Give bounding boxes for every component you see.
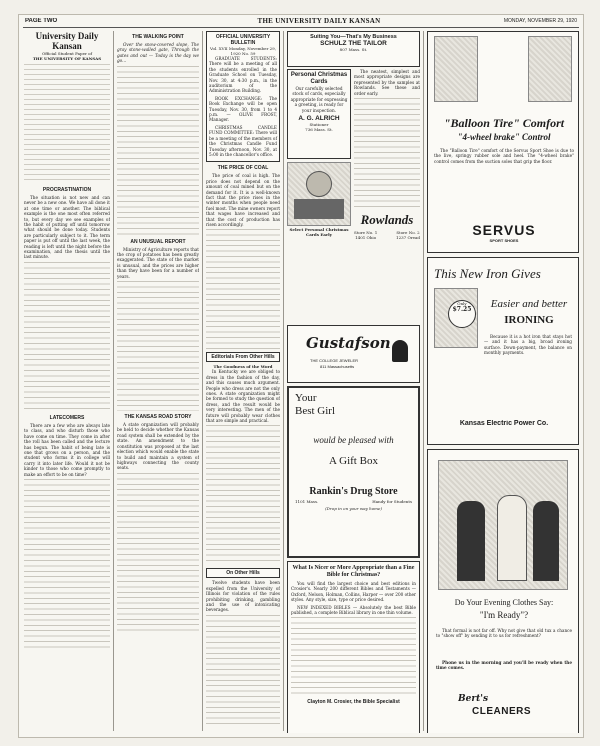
- iron-company: Kansas Electric Power Co.: [459, 420, 549, 427]
- cards-heading: Personal Christmas Cards: [290, 72, 348, 85]
- bulletin-item: CHRISTMAS CANDLE FUND COMMITTEE: There will be a meeting of the members of the Christmas Candle Fund Tuesday afternoon, Nov. 30, at 5:00 in the chancellor's office.: [209, 124, 277, 157]
- cleaners-script: Bert's: [458, 694, 489, 704]
- bible-heading: What Is Nicer or More Appropriate than a Fine Bible for Christmas?: [292, 565, 415, 578]
- latecomers-heading: LATECOMERS: [49, 414, 85, 421]
- coal-continued: [206, 229, 280, 349]
- newspaper-page: [18, 14, 584, 738]
- road-heading: THE KANSAS ROAD STORY: [124, 414, 192, 421]
- coal-heading: THE PRICE OF COAL: [217, 165, 269, 172]
- rowlands-stores: [354, 230, 420, 240]
- schulz-heading: Suiting You—That's My Business: [310, 34, 397, 40]
- iron-sub2: IRONING: [504, 314, 554, 326]
- column-2: [117, 31, 199, 733]
- news-heading: AN UNUSUAL REPORT: [130, 238, 186, 245]
- dress-quote: "I'm Ready"?: [479, 610, 529, 620]
- schulz-ad: [287, 31, 420, 67]
- gustafson-line2: 811 Massachusetts: [320, 364, 355, 369]
- servus-sub: SPORT SHOES: [489, 238, 519, 243]
- iron-ad: [427, 257, 579, 445]
- editorial-heading: PROCRASTINATION: [42, 187, 92, 193]
- shoe-illustration-left: [434, 36, 478, 102]
- editorials-sub: The Goodness of the Word: [213, 364, 273, 370]
- other-hills-body: Twelve students have been expelled from the University of Illinois for violation of the rules prohibiting drinking, gambling and the use of intoxicating beverages.: [206, 580, 280, 613]
- schulz-name: SCHULZ THE TAILOR: [320, 40, 387, 47]
- issue-date: MONDAY, NOVEMBER 29, 1920: [503, 18, 577, 24]
- iron-sub1: Easier and better: [490, 298, 568, 310]
- rankin-gift-box: A Gift Box: [329, 455, 378, 467]
- bible-copy: [291, 617, 416, 697]
- column-5: [427, 31, 579, 733]
- editorials-body: In Kentucky we are obliged to dress in the fashion of the day, and this causes much argument. People who dress are not the only ones. A state organization might be formed to study the question of dress, and the result would be very interesting. The men of the future will probably wear clothes that are simple and practical.: [206, 369, 280, 424]
- cleaners-logo: CLEANERS: [472, 706, 532, 717]
- iron-price-badge: [448, 300, 476, 328]
- rowlands-store-1: [354, 230, 377, 240]
- typewriter-caption: Select Personal Christmas Cards Early: [289, 227, 349, 237]
- figure-man: [457, 501, 485, 581]
- bulletin-meta: Vol. XVII Monday, November 29, 1920 No. 59: [209, 46, 277, 56]
- rankin-store-name: Rankin's Drug Store: [309, 486, 398, 497]
- latecomers-continued: [24, 479, 110, 649]
- rankin-handy: Handy for Students: [372, 499, 412, 504]
- news-body: Ministry of Agriculture reports that the crop of potatoes has been greatly exaggerated. The state of the market is unusual, and the prices are higher than they have been for a number of years.: [117, 246, 199, 279]
- schulz-address: 807 Mass. St.: [339, 47, 368, 52]
- bulletin-title: OFFICIAL UNIVERSITY BULLETIN: [215, 34, 271, 46]
- figure-man-2: [533, 501, 559, 581]
- servus-ad: [427, 31, 579, 253]
- editorial-body: The situation is not new and can never be a new one. We have all done it at one time or another. The biblical example is the one most often referred to, but every day we see examples of the habit of putting off until tomorrow what should be done today. Students are particularly subject to it. The term paper is put off until the last week, the reading is left until the night before the examination, and the thesis until the last minute.: [24, 195, 110, 260]
- gustafson-line1: THE COLLEGE JEWELER: [310, 358, 359, 363]
- road-body: A state organization will probably be held to decide whether the Kansas road system shall be extended by the state. An amendment to the constitution was proposed at the last election which would enable the state to build and maintain a system of highways connecting the county seats.: [117, 422, 199, 471]
- bulletin-box: [206, 31, 280, 162]
- poem-continued: [117, 66, 199, 236]
- store-1-address: 1401 Ohio: [355, 235, 377, 241]
- rankin-your: Your: [295, 392, 317, 404]
- iron-price-label: Only: [457, 301, 467, 306]
- column-rule: [113, 31, 114, 731]
- rowlands-logo: Rowlands: [360, 212, 414, 228]
- typewriter-illustration: [287, 162, 351, 226]
- other-hills-heading: On Other Hills: [206, 568, 280, 578]
- bible-seller: Clayton M. Crosier, the Bible Specialist: [307, 699, 400, 706]
- rankin-ad: [287, 386, 420, 558]
- rankin-details: [295, 499, 412, 504]
- rankin-best-girl: Best Girl: [295, 405, 336, 417]
- bulletin-item: GRADUATE STUDENTS: There will be a meeting of all the students enrolled in the Graduate School on Tuesday, Nov. 30, at 4:30 p.m., in the auditorium of the Administration Building.: [209, 56, 277, 94]
- rankin-pleased: would be pleased with: [313, 435, 394, 445]
- dress-heading: Do Your Evening Clothes Say:: [454, 598, 554, 607]
- shoe-illustration-right: [528, 36, 572, 102]
- rankin-tagline: (Drop in on your way home): [325, 506, 382, 511]
- masthead-sub: Official Student Paper of: [41, 51, 93, 56]
- column-rule: [423, 31, 424, 731]
- header-rule: [23, 27, 579, 28]
- column-4: [287, 31, 420, 733]
- poem-body: Over the snow-covered slope, The gray stone-walled gate, Through the gates and out — Today is the day we go...: [117, 42, 199, 64]
- iron-body: Because it is a hot iron that stays hot — and it has a big, broad ironing surface. Down-payment, the balance on monthly payments.: [484, 334, 572, 356]
- iron-price: $7.25: [452, 306, 472, 313]
- cleaners-ad: [427, 449, 579, 733]
- column-1: [24, 31, 110, 733]
- dress-note: Phone us in the morning and you'll be ready when the time comes.: [436, 660, 572, 671]
- column-3: [206, 31, 280, 733]
- editorials-continued: [206, 425, 280, 565]
- servus-logo: SERVUS: [472, 222, 536, 238]
- gustafson-logo: Gustafson: [306, 334, 391, 352]
- rowlands-store-2: [396, 230, 420, 240]
- store-2-address: 1237 Oread: [396, 235, 420, 241]
- latecomers-body: There are a few who are always late to class, and who disturb those who have come on time. They come in after the roll has been called and the lecture has begun. The habit of being late is one that grows on a person, and the student who forms it in college will carry it into later life. Would it not be kinder to those who come promptly to make an effort to be on time?: [24, 422, 110, 477]
- bible-ad: [287, 561, 420, 733]
- rowlands-column: [354, 69, 420, 321]
- alrich-name: A. G. ALRICH: [298, 115, 340, 123]
- evening-clothes-illustration: [438, 460, 568, 590]
- road-continued: [117, 473, 199, 633]
- column-rule: [283, 31, 284, 731]
- balloon-sub: "4-wheel brake" Control: [457, 132, 551, 142]
- bird-icon: [392, 340, 408, 362]
- alrich-ad: [287, 69, 351, 159]
- bible-sub: NEW INDEXED BIBLES — Absolutely the best Bible published, a complete Biblical library in one thin volume.: [291, 604, 416, 616]
- bulletin-item: BOOK EXCHANGE: The Book Exchange will be open Tuesday, Nov. 30, from 1 to 4 p.m. — OLIVE FROST, Manager.: [209, 95, 277, 123]
- staff-listing: [24, 64, 110, 184]
- store-2-label: Store No. 2: [396, 230, 420, 236]
- gustafson-ad: [287, 325, 420, 383]
- masthead-title: University Daily Kansan: [35, 31, 99, 51]
- typewriter-shape: [294, 199, 344, 219]
- figure-woman: [497, 495, 527, 581]
- store-1-label: Store No. 1: [354, 230, 378, 236]
- editorials-heading: Editorials From Other Hills: [206, 352, 280, 362]
- bible-body: You will find the largest choice and best editions in Crosier's. Nearly 200 different Bibles and Testaments — Oxford, Nelson, Holman, Collins, Harper — over 200 other styles. Any style, size, type or price desired.: [291, 581, 416, 603]
- newspaper-title: THE UNIVERSITY DAILY KANSAN: [257, 17, 381, 25]
- balloon-heading: "Balloon Tire" Comfort: [443, 116, 565, 130]
- editorial-continued: [24, 262, 110, 412]
- rowlands-body: The neatest, simplest and most appropriate designs are represented by the samples at Rowlands. See these and order early.: [354, 69, 420, 96]
- figure-head: [306, 171, 332, 197]
- ad-block-row: [287, 67, 420, 323]
- column-rule: [202, 31, 203, 731]
- dress-body: That formal is not far off. Why not give that old tux a chance to "show off" by sending it to us for refreshment?: [436, 628, 572, 639]
- cards-body: Our carefully selected stock of cards, especially appropriate for expressing a greeting, is ready for your inspection.: [290, 86, 348, 113]
- alrich-sub: Stationer: [309, 122, 329, 128]
- news-continued: [117, 281, 199, 411]
- balloon-body: The "Balloon Tire" comfort of the Servus Sport Shoe is due to the live, springy rubber sole and heel. The "4-wheel brake" control comes from the suction soles that grip the floor.: [434, 148, 574, 164]
- rowlands-copy: [354, 98, 420, 208]
- iron-heading: This New Iron Gives: [434, 266, 541, 281]
- cards-and-typewriter: [287, 69, 351, 321]
- alrich-address: 736 Mass. St.: [305, 127, 333, 133]
- rankin-address: 1101 Mass.: [295, 499, 319, 504]
- poem-heading: THE WALKING POINT: [132, 34, 184, 40]
- page-number: PAGE TWO: [25, 18, 58, 24]
- masthead-sub2: THE UNIVERSITY OF KANSAS: [32, 56, 102, 61]
- coal-body: The price of coal is high. The price does not depend on the amount of coal mined but on the demand for it. It is a well-known fact that the price rises in the winter months when people need fuel most. The mine owners report that wages have increased and that the cost of production has risen accordingly.: [206, 173, 280, 227]
- other-hills-continued: [206, 615, 280, 725]
